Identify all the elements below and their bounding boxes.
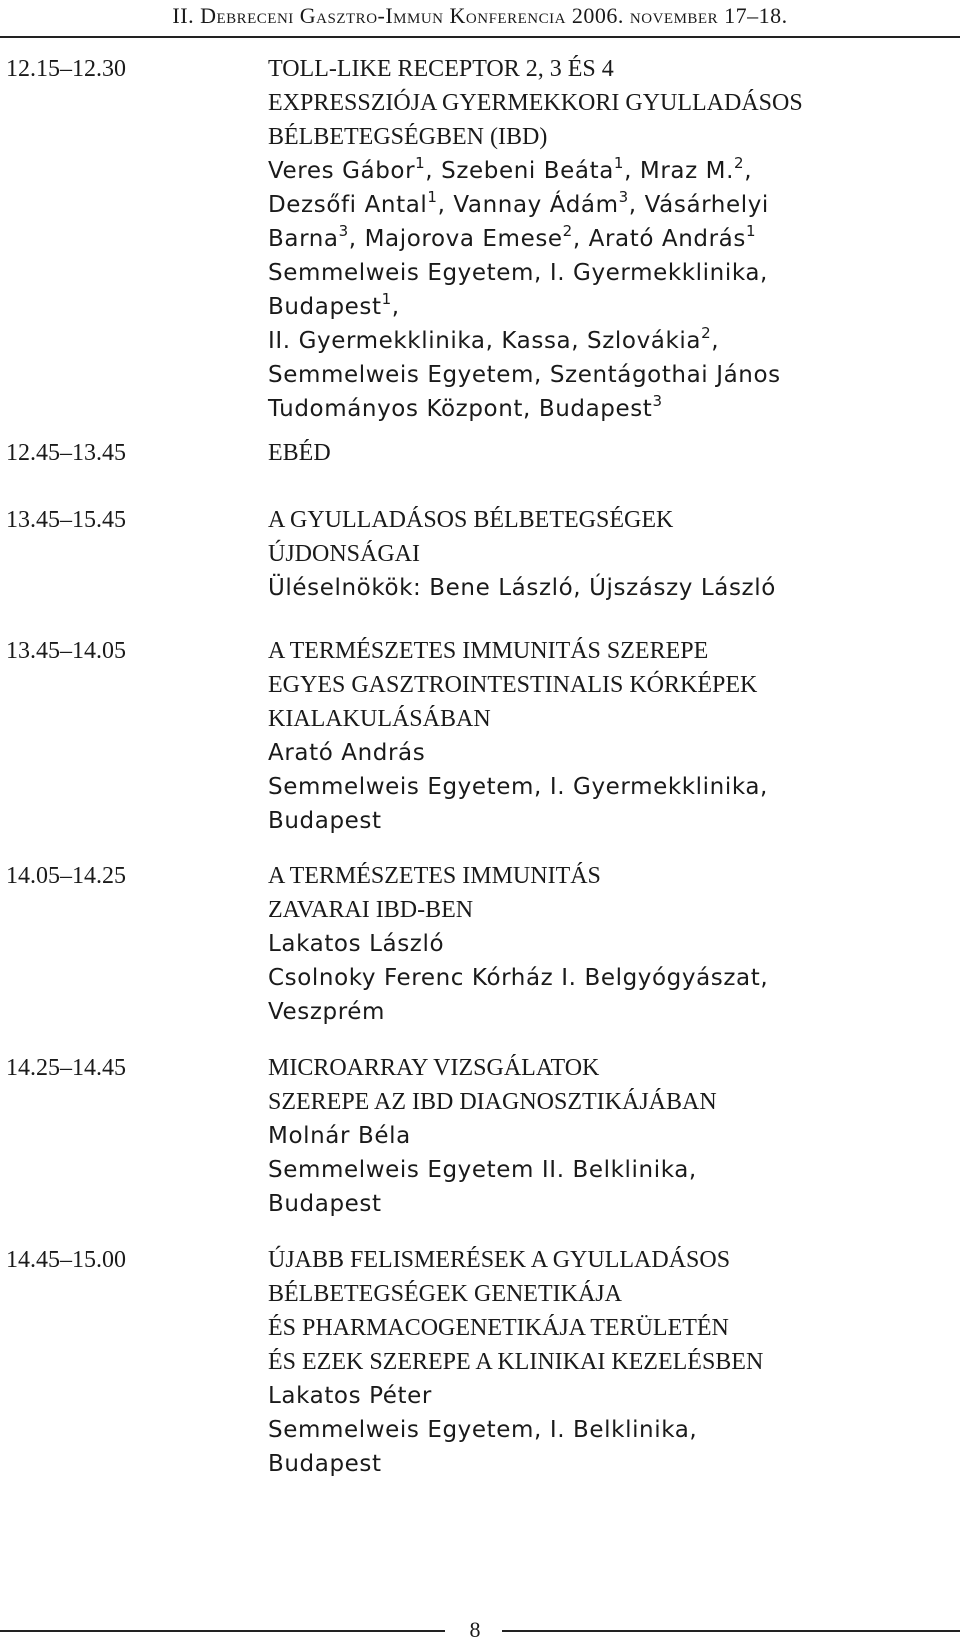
authors-line: Dezsőfi Antal$^1$, Vannay Ádám$^3$, Vásárhelyi (268, 188, 769, 218)
affiliation-line: Semmelweis Egyetem, I. Gyermekklinika, (268, 260, 768, 286)
affiliation-line: II. Gyermekklinika, Kassa, Szlovákia$^2$, (268, 324, 720, 354)
running-header (0, 0, 960, 36)
session-chairs: Üléselnökök: Bene László, Újszászy László (268, 575, 776, 601)
entry-title-line: EBÉD (268, 440, 331, 466)
header-rule (0, 36, 960, 38)
entry-title-line: SZEREPE AZ IBD DIAGNOSZTIKÁJÁBAN (268, 1089, 717, 1115)
entry-time: 13.45–14.05 (6, 638, 126, 664)
affiliation-line: Veszprém (268, 999, 386, 1025)
footer-rule (502, 1630, 960, 1632)
entry-title-line: BÉLBETEGSÉGBEN (IBD) (268, 124, 548, 150)
entry-title-line: A TERMÉSZETES IMMUNITÁS (268, 863, 601, 889)
affiliation-line: Csolnoky Ferenc Kórház I. Belgyógyászat, (268, 965, 769, 991)
entry-time: 12.15–12.30 (6, 56, 126, 82)
entry-title-line: ÉS EZEK SZEREPE A KLINIKAI KEZELÉSBEN (268, 1349, 764, 1375)
header-year: 2006. (571, 3, 624, 28)
entry-title-line: EXPRESSZIÓJA GYERMEKKORI GYULLADÁSOS (268, 90, 803, 116)
entry-body (268, 859, 948, 1029)
authors-line: Barna$^3$, Majorova Emese$^2$, Arató András$^1$ (268, 222, 757, 252)
entry-author: Lakatos Péter (268, 1383, 432, 1409)
entry-body (268, 436, 948, 470)
entry-title-line: ZAVARAI IBD-BEN (268, 897, 474, 923)
entry-time: 14.25–14.45 (6, 1055, 126, 1081)
header-days: 17–18. (724, 3, 788, 28)
affiliation-line: Semmelweis Egyetem, I. Belklinika, (268, 1417, 698, 1443)
header-roman: II. (172, 3, 195, 28)
entry-body (268, 634, 948, 838)
entry-title-line: TOLL-LIKE RECEPTOR 2, 3 ÉS 4 (268, 56, 614, 82)
entry-title-line: A GYULLADÁSOS BÉLBETEGSÉGEK (268, 507, 674, 533)
affiliation-line: Semmelweis Egyetem II. Belklinika, (268, 1157, 697, 1183)
entry-body (268, 1051, 948, 1221)
entry-author: Arató András (268, 740, 426, 766)
affiliation-line: Budapest (268, 808, 382, 834)
entry-author: Molnár Béla (268, 1123, 411, 1149)
entry-body (268, 503, 948, 605)
page-footer (0, 1618, 960, 1642)
page-number: 8 (469, 1617, 481, 1642)
entry-title-line: ÚJDONSÁGAI (268, 541, 421, 567)
entry-time: 14.45–15.00 (6, 1247, 126, 1273)
entry-time: 13.45–15.45 (6, 507, 126, 533)
header-month: november (629, 3, 719, 28)
entry-title-line: BÉLBETEGSÉGEK GENETIKÁJA (268, 1281, 622, 1307)
affiliation-line: Budapest$^1$, (268, 290, 400, 320)
footer-rule (0, 1630, 445, 1632)
affiliation-line: Tudományos Központ, Budapest$^3$ (268, 392, 663, 422)
affiliation-line: Semmelweis Egyetem, I. Gyermekklinika, (268, 774, 768, 800)
affiliation-line: Semmelweis Egyetem, Szentágothai János (268, 362, 781, 388)
entry-time: 14.05–14.25 (6, 863, 126, 889)
entry-title-line: A TERMÉSZETES IMMUNITÁS SZEREPE (268, 638, 709, 664)
entry-title-line: EGYES GASZTROINTESTINALIS KÓRKÉPEK (268, 672, 758, 698)
affiliation-line: Budapest (268, 1451, 382, 1477)
entry-title-line: KIALAKULÁSÁBAN (268, 706, 491, 732)
entry-time: 12.45–13.45 (6, 440, 126, 466)
entry-title-line: MICROARRAY VIZSGÁLATOK (268, 1055, 600, 1081)
entry-author: Lakatos László (268, 931, 445, 957)
authors-line: Veres Gábor$^1$, Szebeni Beáta$^1$, Mraz M.$^2$, (268, 154, 753, 184)
entry-body (268, 52, 948, 426)
affiliation-line: Budapest (268, 1191, 382, 1217)
entry-title-line: ÉS PHARMACOGENETIKÁJA TERÜLETÉN (268, 1315, 729, 1341)
entry-title-line: ÚJABB FELISMERÉSEK A GYULLADÁSOS (268, 1247, 731, 1273)
header-conference-title: Debreceni Gasztro-Immun Konferencia (200, 3, 566, 28)
entry-body (268, 1243, 948, 1481)
